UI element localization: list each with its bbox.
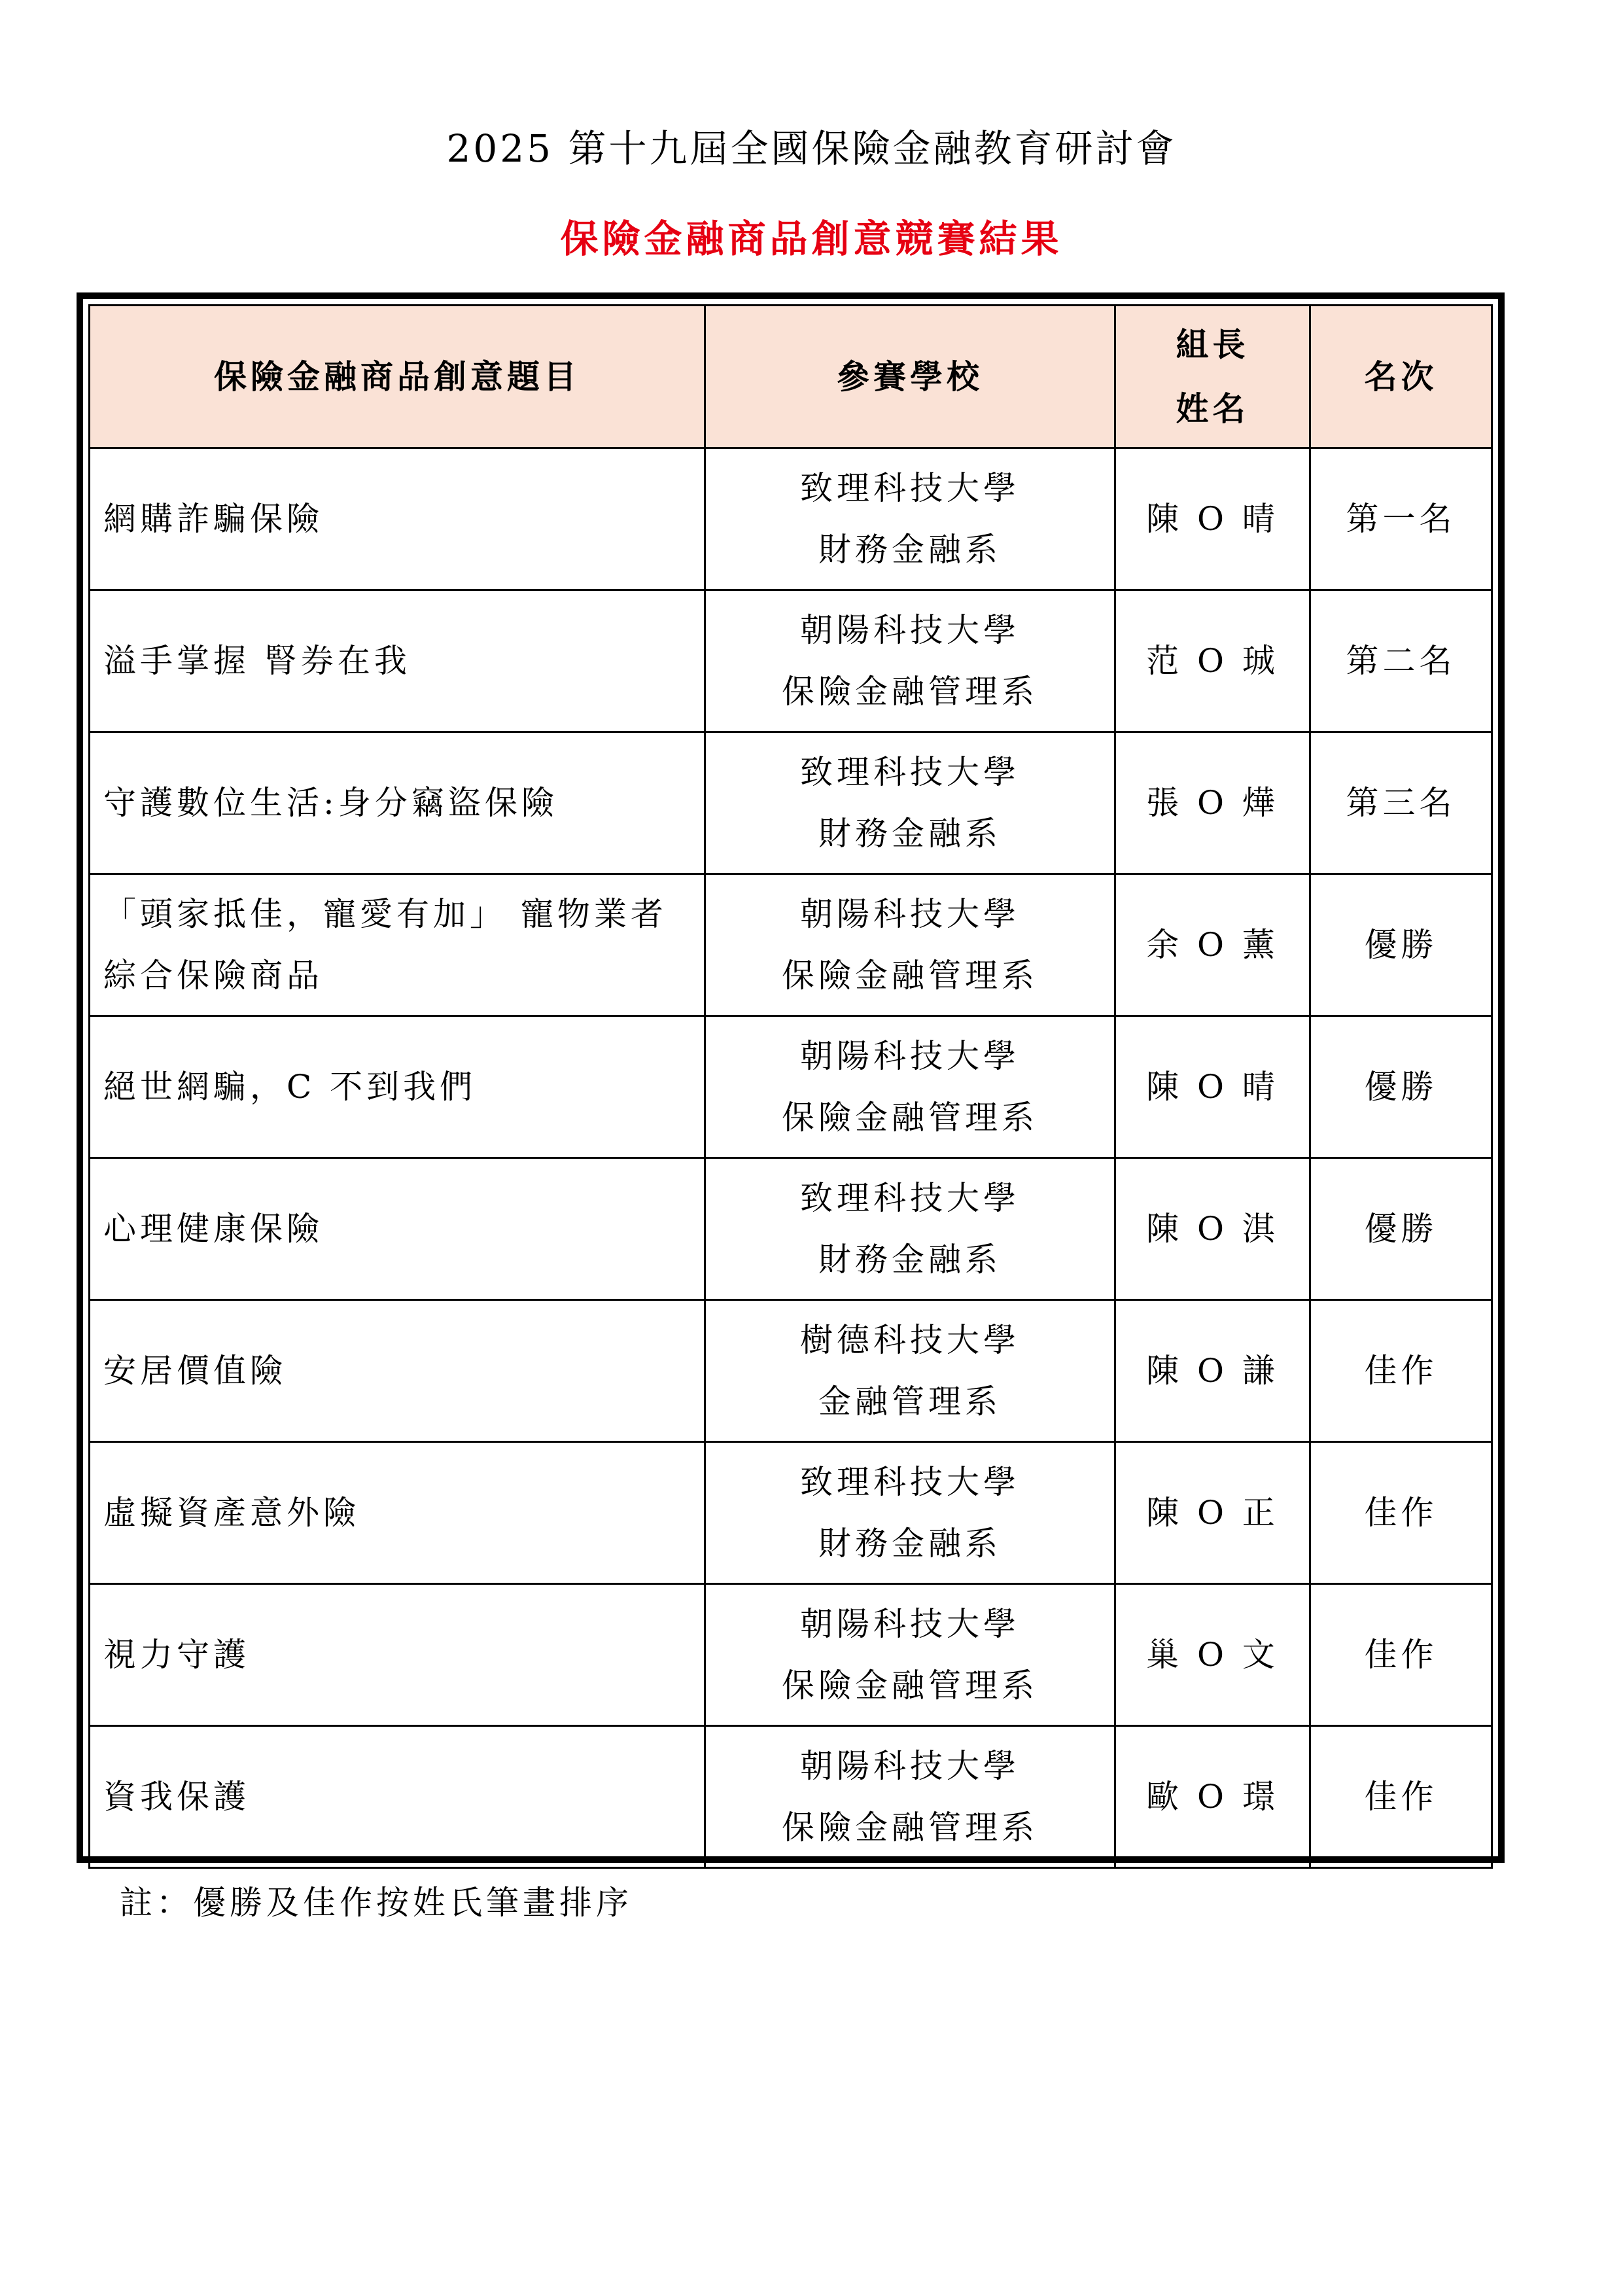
leader-cell: 巢 O 文 bbox=[1115, 1584, 1310, 1726]
school-name: 朝陽科技大學 bbox=[800, 1037, 1020, 1075]
leader-cell: 陳 O 晴 bbox=[1115, 1016, 1310, 1158]
department-name: 保險金融管理系 bbox=[782, 1099, 1038, 1137]
results-table bbox=[88, 304, 1493, 1869]
department-name: 財務金融系 bbox=[818, 1525, 1002, 1563]
department-name: 金融管理系 bbox=[818, 1383, 1002, 1421]
header-leader bbox=[1115, 306, 1310, 448]
school-name: 朝陽科技大學 bbox=[800, 611, 1020, 649]
school-cell bbox=[705, 590, 1115, 732]
table-row bbox=[90, 1300, 1492, 1442]
topic-cell: 視力守護 bbox=[90, 1584, 705, 1726]
table-row bbox=[90, 1442, 1492, 1584]
department-name: 保險金融管理系 bbox=[782, 957, 1038, 995]
table-row bbox=[90, 1726, 1492, 1868]
rank-cell: 優勝 bbox=[1310, 1158, 1492, 1300]
rank-cell: 佳作 bbox=[1310, 1726, 1492, 1868]
table-row bbox=[90, 874, 1492, 1016]
topic-cell: 安居價值險 bbox=[90, 1300, 705, 1442]
department-name: 保險金融管理系 bbox=[782, 1809, 1038, 1846]
school-cell bbox=[705, 1584, 1115, 1726]
school-cell bbox=[705, 874, 1115, 1016]
department-name: 財務金融系 bbox=[818, 531, 1002, 569]
rank-cell: 優勝 bbox=[1310, 874, 1492, 1016]
rank-cell: 佳作 bbox=[1310, 1300, 1492, 1442]
table-row bbox=[90, 732, 1492, 874]
school-cell bbox=[705, 448, 1115, 590]
topic-cell: 資我保護 bbox=[90, 1726, 705, 1868]
leader-cell: 余 O 薰 bbox=[1115, 874, 1310, 1016]
table-row bbox=[90, 1584, 1492, 1726]
rank-cell: 第二名 bbox=[1310, 590, 1492, 732]
topic-cell: 「頭家抵佳，寵愛有加」 寵物業者綜合保險商品 bbox=[90, 874, 705, 1016]
department-name: 保險金融管理系 bbox=[782, 1667, 1038, 1704]
header-leader-line1: 組長 bbox=[1176, 325, 1249, 364]
school-name: 朝陽科技大學 bbox=[800, 1747, 1020, 1785]
header-leader-line2: 姓名 bbox=[1176, 389, 1249, 428]
rank-cell: 第三名 bbox=[1310, 732, 1492, 874]
table-row bbox=[90, 448, 1492, 590]
topic-cell: 溢手掌握 腎券在我 bbox=[90, 590, 705, 732]
table-row bbox=[90, 1016, 1492, 1158]
department-name: 保險金融管理系 bbox=[782, 673, 1038, 711]
school-name: 致理科技大學 bbox=[800, 753, 1020, 791]
leader-cell: 陳 O 淇 bbox=[1115, 1158, 1310, 1300]
leader-cell: 陳 O 正 bbox=[1115, 1442, 1310, 1584]
topic-cell: 虛擬資產意外險 bbox=[90, 1442, 705, 1584]
document-title: 2025 第十九屆全國保險金融教育研討會 bbox=[446, 126, 1177, 171]
rank-cell: 優勝 bbox=[1310, 1016, 1492, 1158]
school-name: 樹德科技大學 bbox=[800, 1321, 1020, 1359]
header-school: 參賽學校 bbox=[705, 306, 1115, 448]
document-subtitle: 保險金融商品創意競賽結果 bbox=[560, 217, 1063, 261]
table-row bbox=[90, 1158, 1492, 1300]
results-table-frame bbox=[77, 292, 1505, 1863]
school-name: 致理科技大學 bbox=[800, 469, 1020, 507]
rank-cell: 佳作 bbox=[1310, 1584, 1492, 1726]
department-name: 財務金融系 bbox=[818, 1241, 1002, 1279]
leader-cell: 張 O 燁 bbox=[1115, 732, 1310, 874]
school-cell bbox=[705, 1300, 1115, 1442]
school-cell bbox=[705, 1158, 1115, 1300]
school-cell bbox=[705, 1016, 1115, 1158]
topic-cell: 絕世網騙，C 不到我們 bbox=[90, 1016, 705, 1158]
school-cell bbox=[705, 1726, 1115, 1868]
leader-cell: 陳 O 晴 bbox=[1115, 448, 1310, 590]
school-name: 朝陽科技大學 bbox=[800, 1605, 1020, 1643]
topic-cell: 網購詐騙保險 bbox=[90, 448, 705, 590]
footnote: 註：優勝及佳作按姓氏筆畫排序 bbox=[120, 1884, 633, 1922]
school-name: 朝陽科技大學 bbox=[800, 895, 1020, 933]
school-name: 致理科技大學 bbox=[800, 1463, 1020, 1501]
table-row bbox=[90, 590, 1492, 732]
school-cell bbox=[705, 732, 1115, 874]
table-header-row bbox=[90, 306, 1492, 448]
department-name: 財務金融系 bbox=[818, 815, 1002, 853]
topic-cell: 守護數位生活:身分竊盜保險 bbox=[90, 732, 705, 874]
school-name: 致理科技大學 bbox=[800, 1179, 1020, 1217]
rank-cell: 第一名 bbox=[1310, 448, 1492, 590]
school-cell bbox=[705, 1442, 1115, 1584]
topic-cell: 心理健康保險 bbox=[90, 1158, 705, 1300]
header-topic: 保險金融商品創意題目 bbox=[90, 306, 705, 448]
leader-cell: 陳 O 謙 bbox=[1115, 1300, 1310, 1442]
leader-cell: 歐 O 璟 bbox=[1115, 1726, 1310, 1868]
header-rank: 名次 bbox=[1310, 306, 1492, 448]
leader-cell: 范 O 珹 bbox=[1115, 590, 1310, 732]
rank-cell: 佳作 bbox=[1310, 1442, 1492, 1584]
